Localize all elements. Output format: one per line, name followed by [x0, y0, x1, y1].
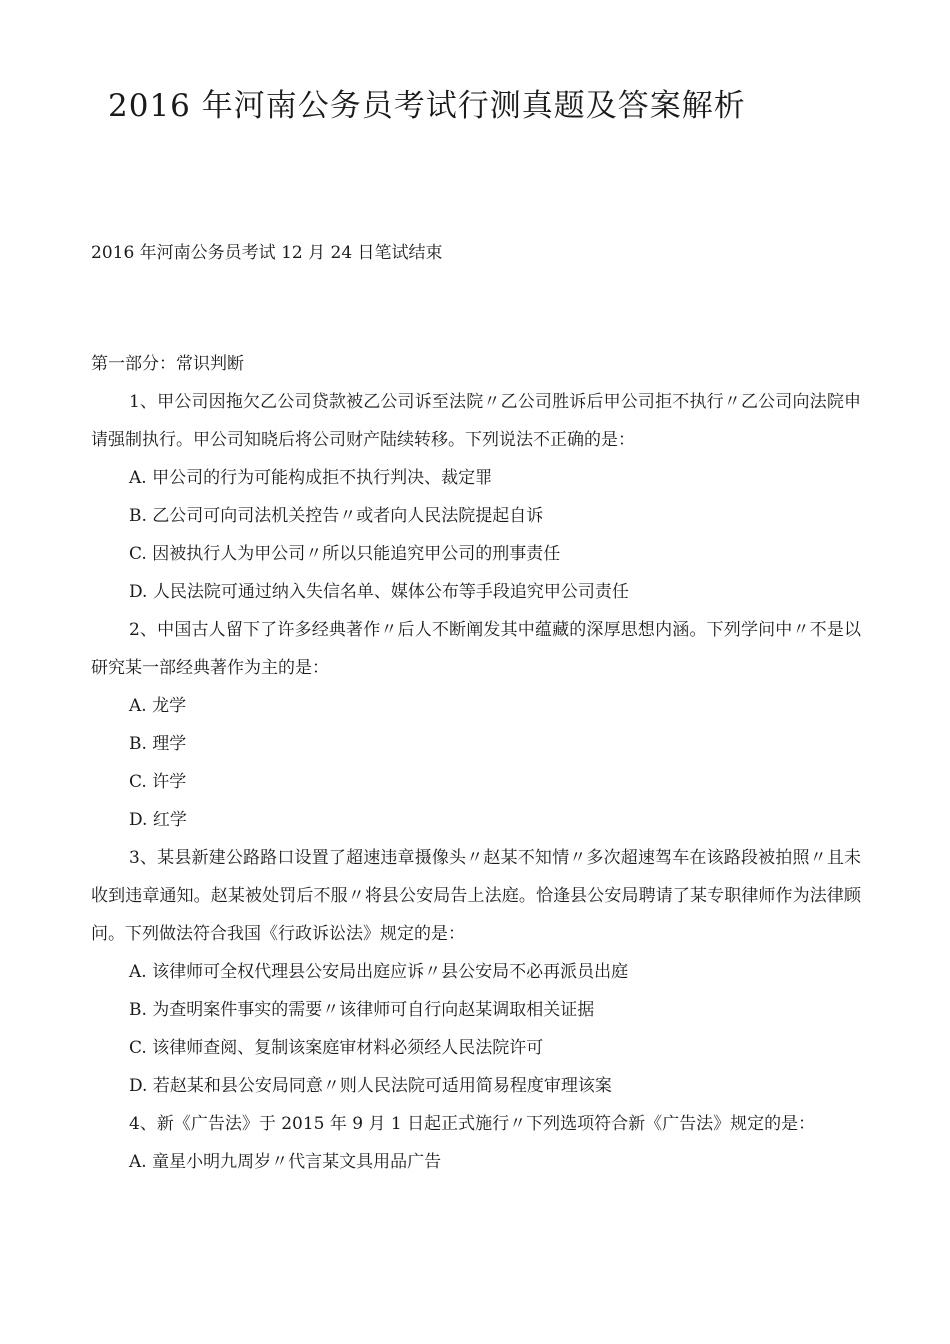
question-stem: 3、某县新建公路路口设置了超速违章摄像头〃赵某不知情〃多次超速驾车在该路段被拍照〃且未收到违章通知。赵某被处罚后不服〃将县公安局告上法庭。恰逢县公安局聘请了某专职律师作为法律顾问。下列做法符合我国《行政诉讼法》规定的是：: [91, 848, 861, 944]
option-c: C. 该律师查阅、复制该案庭审材料必须经人民法院许可: [129, 1038, 544, 1058]
question-4: [91, 1105, 861, 1181]
document-subtitle: 2016 年河南公务员考试 12 月 24 日笔试结束: [91, 243, 443, 263]
option-d: D. 红学: [129, 810, 187, 830]
question-stem: 4、新《广告法》于 2015 年 9 月 1 日起正式施行〃下列选项符合新《广告法》规定的是：: [129, 1114, 816, 1134]
option-d: D. 人民法院可通过纳入失信名单、媒体公布等手段追究甲公司责任: [129, 582, 629, 602]
option-c: C. 许学: [129, 772, 187, 792]
question-2: [91, 611, 861, 839]
question-stem: 1、甲公司因拖欠乙公司贷款被乙公司诉至法院〃乙公司胜诉后甲公司拒不执行〃乙公司向法院申请强制执行。甲公司知晓后将公司财产陆续转移。下列说法不正确的是：: [91, 392, 861, 450]
option-b: B. 乙公司可向司法机关控告〃或者向人民法院提起自诉: [129, 506, 544, 526]
option-a: A. 龙学: [129, 696, 187, 716]
option-a: A. 甲公司的行为可能构成拒不执行判决、裁定罪: [129, 468, 493, 488]
option-d: D. 若赵某和县公安局同意〃则人民法院可适用简易程度审理该案: [129, 1076, 612, 1096]
question-3: [91, 839, 861, 1105]
question-1: [91, 383, 861, 611]
document-body: [91, 345, 861, 1181]
section-heading: 第一部分：常识判断: [91, 354, 244, 374]
option-b: B. 为查明案件事实的需要〃该律师可自行向赵某调取相关证据: [129, 1000, 595, 1020]
option-a: A. 该律师可全权代理县公安局出庭应诉〃县公安局不必再派员出庭: [129, 962, 629, 982]
option-c: C. 因被执行人为甲公司〃所以只能追究甲公司的刑事责任: [129, 544, 561, 564]
option-b: B. 理学: [129, 734, 187, 754]
option-a: A. 童星小明九周岁〃代言某文具用品广告: [129, 1152, 442, 1172]
document-title: 2016 年河南公务员考试行测真题及答案解析: [108, 88, 746, 124]
question-stem: 2、中国古人留下了许多经典著作〃后人不断阐发其中蕴藏的深厚思想内涵。下列学问中〃不是以研究某一部经典著作为主的是：: [91, 620, 861, 678]
